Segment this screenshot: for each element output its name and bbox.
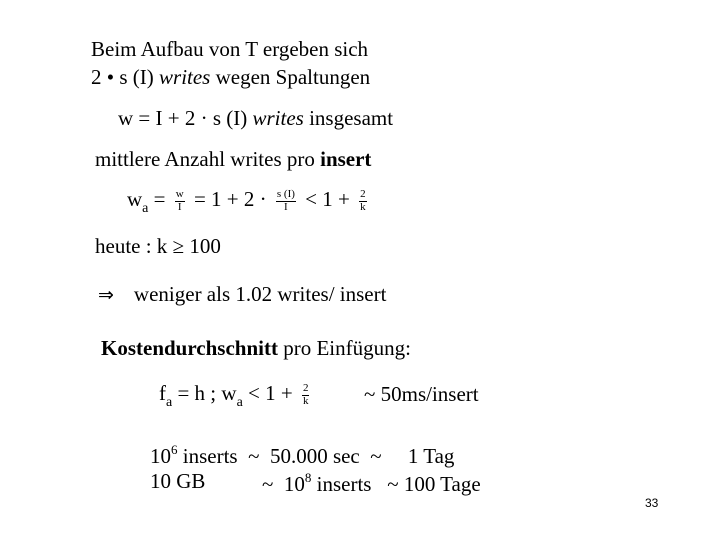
text: = h ; w: [172, 381, 237, 405]
line-aufbau: [91, 39, 368, 60]
text: pro Einfügung:: [277, 336, 411, 360]
text: = 1 + 2 ·: [188, 187, 272, 211]
denominator: I: [177, 200, 182, 213]
line-spaltungen: [91, 67, 370, 88]
denominator: k: [302, 394, 309, 407]
text: =: [148, 187, 171, 211]
text: heute : k ≥ 100: [95, 234, 221, 258]
line-10-gb: [150, 471, 205, 492]
text: < 1 +: [299, 187, 356, 211]
fraction-2-over-k: [359, 189, 367, 213]
formula-fa: [159, 383, 313, 410]
text-bold: Kostendurchschnitt: [101, 336, 278, 360]
text: wegen Spaltungen: [210, 65, 371, 89]
text: 10: [150, 444, 171, 468]
line-heute: [95, 236, 221, 257]
line-10-6-inserts: [150, 443, 454, 467]
denominator: I: [284, 200, 288, 213]
denominator: k: [360, 200, 366, 213]
subscript: a: [236, 395, 243, 410]
text: ~ 50ms/insert: [364, 382, 479, 406]
superscript: 8: [304, 470, 312, 485]
page-number: 33: [645, 496, 659, 510]
text: mittlere Anzahl writes pro: [95, 147, 321, 171]
text-bold: insert: [320, 147, 372, 171]
numerator: s (I): [276, 188, 295, 201]
superscript: 6: [171, 442, 178, 457]
text: w = I + 2 · s (I): [118, 106, 253, 130]
text: insgesamt: [303, 106, 394, 130]
numerator: 2: [302, 382, 309, 395]
fraction-w-over-i: [175, 189, 185, 213]
text: 10 GB: [150, 469, 206, 493]
fraction-2-over-k: [302, 383, 310, 407]
text: inserts ~ 50.000 sec ~ 1 Tag: [177, 444, 455, 468]
formula-wa: [127, 189, 371, 216]
text: weniger als 1.02 writes/ insert: [133, 282, 387, 306]
text: w: [127, 187, 143, 211]
text: f: [159, 381, 166, 405]
text: ~ 10: [262, 472, 305, 496]
text: inserts ~ 100 Tage: [311, 472, 481, 496]
line-kosten: [101, 338, 411, 359]
text: Beim Aufbau von T ergeben sich: [91, 37, 369, 61]
subscript: a: [142, 201, 149, 216]
numerator: 2: [360, 188, 366, 201]
fraction-s-over-i: [276, 189, 296, 213]
line-weniger: [98, 284, 386, 305]
text-italic: writes: [159, 65, 211, 89]
numerator: w: [175, 188, 184, 201]
line-insgesamt: [118, 108, 393, 129]
implies-icon: ⇒: [98, 284, 114, 306]
line-50ms: [364, 384, 479, 405]
text: 2 • s (I): [91, 65, 160, 89]
subscript: a: [166, 395, 173, 410]
text-italic: writes: [252, 106, 304, 130]
line-10-8-inserts: [262, 471, 481, 495]
text: < 1 +: [242, 381, 298, 405]
line-mittlere-anzahl: [95, 149, 371, 170]
